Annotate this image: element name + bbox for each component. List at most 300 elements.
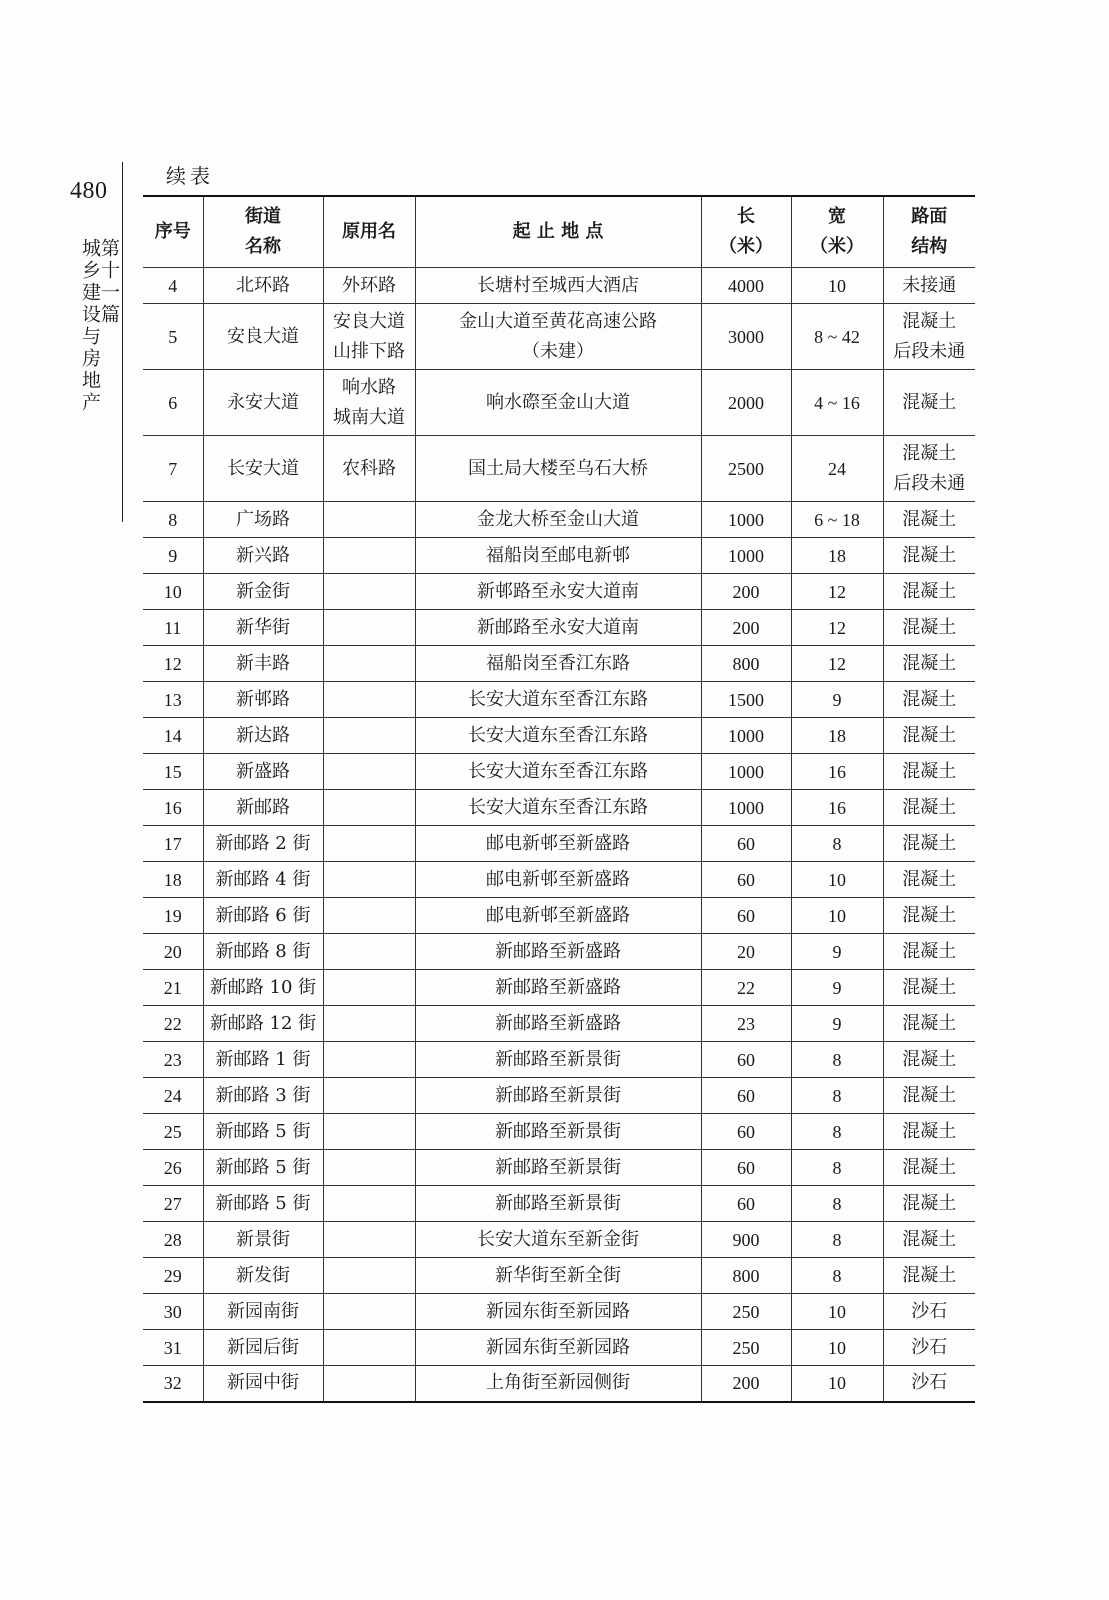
cell-width: 12 [791,610,883,646]
cell-length: 200 [701,610,791,646]
table-row [143,934,975,970]
cell-old-name-line: 安良大道 [333,310,405,332]
cell-surface-line: 混凝土 [902,976,957,998]
table-row [143,1042,975,1078]
header-text: 原用名 [342,221,396,242]
cell-old-name [323,502,415,538]
cell-no: 23 [143,1042,203,1078]
cell-width: 8 [791,1150,883,1186]
cell-old-name [323,1330,415,1366]
cell-range-line: 福船岗至香江东路 [486,652,630,674]
cell-width: 9 [791,682,883,718]
cell-range-line: 响水磜至金山大道 [486,391,630,413]
cell-old-name [323,1186,415,1222]
cell-width: 6 ~ 18 [791,502,883,538]
table-row [143,790,975,826]
cell-range-line: 新邮路至新景街 [495,1156,621,1178]
table-row [143,502,975,538]
cell-length: 1000 [701,754,791,790]
cell-length: 2500 [701,436,791,502]
cell-no: 21 [143,970,203,1006]
table-row [143,682,975,718]
cell-range [415,1258,701,1294]
cell-width: 8 [791,826,883,862]
header-text: 起 止 地 点 [512,221,604,242]
cell-range-line: 新邮路至新景街 [495,1084,621,1106]
cell-no: 7 [143,436,203,502]
cell-range-line: 长安大道东至香江东路 [468,796,648,818]
cell-old-name [323,1294,415,1330]
cell-range-line: 长安大道东至新金街 [477,1228,639,1250]
cell-old-name [323,934,415,970]
cell-range [415,574,701,610]
chapter-title: 城乡建设与房地产 [79,238,101,414]
cell-width: 8 [791,1258,883,1294]
cell-surface [883,862,975,898]
cell-surface-line: 混凝土 [902,1264,957,1286]
cell-surface [883,1006,975,1042]
header-length [701,196,791,268]
cell-street-name: 新邮路 10 街 [203,970,323,1006]
table-row [143,754,975,790]
header-range [415,196,701,268]
cell-range [415,682,701,718]
cell-street-name: 永安大道 [203,370,323,436]
cell-range [415,1330,701,1366]
cell-old-name [323,682,415,718]
table-row [143,538,975,574]
cell-street-name: 新邮路 12 街 [203,1006,323,1042]
cell-old-name [323,970,415,1006]
cell-range [415,1114,701,1150]
cell-width: 18 [791,538,883,574]
cell-no: 13 [143,682,203,718]
cell-street-name: 新丰路 [203,646,323,682]
cell-length: 22 [701,970,791,1006]
cell-surface [883,1150,975,1186]
cell-no: 12 [143,646,203,682]
cell-width: 10 [791,1294,883,1330]
cell-old-name [323,304,415,370]
cell-no: 17 [143,826,203,862]
cell-street-name: 新园中街 [203,1366,323,1402]
cell-range [415,970,701,1006]
header-text: 名称 [245,236,281,257]
cell-surface [883,1042,975,1078]
cell-no: 32 [143,1366,203,1402]
cell-no: 31 [143,1330,203,1366]
cell-surface-line: 混凝土 [902,868,957,890]
table-row [143,1114,975,1150]
cell-old-name [323,574,415,610]
cell-street-name: 新邮路 [203,790,323,826]
cell-surface-line: 混凝土 [902,1228,957,1250]
table-row [143,862,975,898]
cell-surface-line: 混凝土 [902,616,957,638]
cell-old-name [323,898,415,934]
page-number: 480 [70,178,108,204]
cell-surface-line: 未接通 [902,274,957,296]
table-row [143,1294,975,1330]
cell-width: 10 [791,1366,883,1402]
cell-old-name [323,538,415,574]
cell-street-name: 新邮路 1 街 [203,1042,323,1078]
cell-range-line: 国土局大楼至乌石大桥 [468,457,648,479]
cell-old-name [323,436,415,502]
street-table [143,195,975,1403]
cell-no: 28 [143,1222,203,1258]
cell-length: 1000 [701,790,791,826]
cell-range [415,790,701,826]
cell-old-name [323,718,415,754]
cell-range-line: 上角街至新园侧街 [486,1372,630,1394]
cell-street-name: 新邮路 2 街 [203,826,323,862]
table-row [143,1258,975,1294]
cell-no: 30 [143,1294,203,1330]
header-text: 路面 [911,206,948,227]
header-text: 序号 [154,221,191,242]
cell-street-name: 新邮路 6 街 [203,898,323,934]
cell-surface-line: 混凝土 [902,940,957,962]
cell-surface-line: 沙石 [911,1336,948,1358]
cell-length: 3000 [701,304,791,370]
cell-surface [883,826,975,862]
cell-surface [883,1258,975,1294]
cell-length: 200 [701,574,791,610]
header-text: （米） [810,236,864,257]
cell-range-line: 福船岗至邮电新邨 [486,544,630,566]
table-row [143,436,975,502]
header-width [791,196,883,268]
cell-length: 1000 [701,718,791,754]
cell-surface [883,502,975,538]
cell-surface-line: 混凝土 [902,1156,957,1178]
cell-street-name: 新兴路 [203,538,323,574]
cell-surface-line: 后段未通 [893,472,966,494]
cell-range-line: 邮电新邨至新盛路 [486,832,630,854]
cell-surface-line: 沙石 [911,1300,948,1322]
table-row [143,1330,975,1366]
header-text: 宽 [828,206,846,227]
cell-range [415,1366,701,1402]
cell-no: 15 [143,754,203,790]
cell-range-line: 新园东街至新园路 [486,1300,630,1322]
cell-length: 2000 [701,370,791,436]
cell-old-name [323,1366,415,1402]
cell-old-name [323,370,415,436]
cell-old-name-line: 农科路 [342,457,396,479]
cell-surface-line: 混凝土 [902,1120,957,1142]
header-no [143,196,203,268]
cell-surface-line: 混凝土 [902,442,957,464]
table-row [143,898,975,934]
cell-street-name: 新邮路 8 街 [203,934,323,970]
cell-surface-line: 混凝土 [902,544,957,566]
cell-range-line: 新邮路至新盛路 [495,940,621,962]
cell-surface [883,1366,975,1402]
cell-length: 60 [701,862,791,898]
cell-range-line: 长安大道东至香江东路 [468,760,648,782]
cell-street-name: 新华街 [203,610,323,646]
cell-range-line: 长塘村至城西大酒店 [477,274,639,296]
cell-old-name [323,1042,415,1078]
table-row [143,574,975,610]
table-row [143,304,975,370]
cell-surface [883,574,975,610]
header-text: 结构 [911,236,948,257]
cell-no: 20 [143,934,203,970]
cell-surface-line: 后段未通 [893,340,966,362]
chapter-label [80,238,118,414]
cell-range [415,538,701,574]
table-row [143,718,975,754]
cell-old-name [323,1006,415,1042]
cell-range [415,718,701,754]
cell-range [415,1150,701,1186]
cell-old-name-line: 城南大道 [333,406,405,428]
table-row [143,268,975,304]
cell-width: 8 [791,1114,883,1150]
margin-rule [122,162,123,522]
cell-no: 9 [143,538,203,574]
cell-range-line: 新邮路至新盛路 [495,1012,621,1034]
header-surface [883,196,975,268]
cell-old-name [323,1150,415,1186]
chapter-part: 第十一篇 [98,238,120,326]
cell-surface-line: 混凝土 [902,508,957,530]
table-row [143,826,975,862]
cell-surface-line: 混凝土 [902,760,957,782]
cell-surface [883,1114,975,1150]
cell-old-name [323,268,415,304]
cell-range-line: 邮电新邨至新盛路 [486,868,630,890]
cell-length: 900 [701,1222,791,1258]
cell-width: 16 [791,754,883,790]
cell-street-name: 新邮路 4 街 [203,862,323,898]
cell-surface-line: 混凝土 [902,904,957,926]
cell-width: 8 ~ 42 [791,304,883,370]
cell-length: 250 [701,1294,791,1330]
cell-surface-line: 混凝土 [902,1084,957,1106]
cell-no: 16 [143,790,203,826]
cell-width: 8 [791,1186,883,1222]
cell-surface [883,790,975,826]
cell-street-name: 新园南街 [203,1294,323,1330]
cell-range-line: 新邮路至新景街 [495,1192,621,1214]
cell-range [415,268,701,304]
table-row [143,1006,975,1042]
cell-width: 12 [791,646,883,682]
cell-street-name: 新邮路 3 街 [203,1078,323,1114]
cell-surface [883,934,975,970]
cell-old-name [323,1222,415,1258]
cell-no: 14 [143,718,203,754]
cell-range [415,370,701,436]
cell-range-line: 金龙大桥至金山大道 [477,508,639,530]
cell-old-name [323,862,415,898]
header-name [203,196,323,268]
cell-street-name: 新邮路 5 街 [203,1150,323,1186]
cell-width: 10 [791,1330,883,1366]
cell-range [415,304,701,370]
cell-length: 20 [701,934,791,970]
cell-surface-line: 混凝土 [902,1048,957,1070]
cell-surface [883,1186,975,1222]
table-row [143,970,975,1006]
cell-length: 60 [701,1042,791,1078]
cell-length: 23 [701,1006,791,1042]
cell-range-line: （未建） [522,340,594,362]
header-text: 街道 [245,206,281,227]
cell-width: 10 [791,268,883,304]
cell-range [415,1186,701,1222]
cell-no: 4 [143,268,203,304]
cell-range [415,610,701,646]
cell-surface [883,898,975,934]
cell-street-name: 广场路 [203,502,323,538]
cell-range [415,898,701,934]
cell-surface-line: 混凝土 [902,832,957,854]
cell-range-line: 新邨路至永安大道南 [477,580,639,602]
cell-range [415,436,701,502]
cell-surface-line: 混凝土 [902,580,957,602]
table-body [143,268,975,1402]
cell-old-name [323,1114,415,1150]
cell-length: 800 [701,646,791,682]
cell-range [415,754,701,790]
cell-no: 8 [143,502,203,538]
cell-no: 18 [143,862,203,898]
table-row [143,1186,975,1222]
cell-surface [883,646,975,682]
cell-range [415,646,701,682]
cell-street-name: 新达路 [203,718,323,754]
cell-street-name: 新盛路 [203,754,323,790]
cell-no: 22 [143,1006,203,1042]
cell-street-name: 新邮路 5 街 [203,1114,323,1150]
cell-old-name [323,754,415,790]
cell-street-name: 长安大道 [203,436,323,502]
cell-range-line: 新邮路至新盛路 [495,976,621,998]
cell-old-name [323,790,415,826]
cell-width: 8 [791,1222,883,1258]
cell-width: 9 [791,970,883,1006]
cell-no: 27 [143,1186,203,1222]
cell-length: 800 [701,1258,791,1294]
cell-surface [883,718,975,754]
table-row [143,1078,975,1114]
cell-surface-line: 混凝土 [902,688,957,710]
cell-surface [883,436,975,502]
cell-surface-line: 混凝土 [902,724,957,746]
cell-street-name: 新邮路 5 街 [203,1186,323,1222]
cell-length: 60 [701,826,791,862]
table-row [143,646,975,682]
cell-street-name: 安良大道 [203,304,323,370]
cell-length: 250 [701,1330,791,1366]
cell-street-name: 新金街 [203,574,323,610]
cell-length: 200 [701,1366,791,1402]
cell-width: 9 [791,934,883,970]
cell-range-line: 新华街至新全街 [495,1264,621,1286]
cell-length: 60 [701,1186,791,1222]
cell-range [415,502,701,538]
cell-old-name [323,1258,415,1294]
cell-surface-line: 混凝土 [902,1192,957,1214]
cell-old-name [323,826,415,862]
cell-street-name: 新景街 [203,1222,323,1258]
cell-length: 1000 [701,502,791,538]
cell-no: 11 [143,610,203,646]
cell-length: 1500 [701,682,791,718]
cell-surface [883,1222,975,1258]
cell-width: 18 [791,718,883,754]
cell-no: 19 [143,898,203,934]
table-row [143,1222,975,1258]
cell-surface [883,682,975,718]
cell-old-name [323,610,415,646]
cell-width: 16 [791,790,883,826]
cell-length: 1000 [701,538,791,574]
cell-surface-line: 混凝土 [902,796,957,818]
cell-no: 6 [143,370,203,436]
cell-range [415,862,701,898]
cell-surface-line: 混凝土 [902,1012,957,1034]
cell-surface [883,370,975,436]
cell-surface-line: 混凝土 [902,391,957,413]
cell-surface-line: 混凝土 [902,310,957,332]
cell-width: 10 [791,862,883,898]
cell-length: 60 [701,1114,791,1150]
cell-range [415,1006,701,1042]
cell-street-name: 新园后街 [203,1330,323,1366]
cell-surface [883,1294,975,1330]
table-header-row [143,196,975,268]
cell-width: 12 [791,574,883,610]
cell-old-name-line: 外环路 [342,274,396,296]
table-row [143,610,975,646]
cell-surface [883,970,975,1006]
cell-width: 8 [791,1078,883,1114]
cell-range-line: 长安大道东至香江东路 [468,724,648,746]
cell-range-line: 新邮路至永安大道南 [477,616,639,638]
cell-old-name [323,1078,415,1114]
cell-range [415,1222,701,1258]
cell-no: 24 [143,1078,203,1114]
cell-range-line: 新邮路至新景街 [495,1048,621,1070]
table-row [143,1150,975,1186]
cell-range [415,1294,701,1330]
cell-street-name: 北环路 [203,268,323,304]
table-row [143,1366,975,1402]
cell-width: 24 [791,436,883,502]
cell-range [415,826,701,862]
cell-no: 25 [143,1114,203,1150]
header-text: 长 [737,206,755,227]
cell-length: 60 [701,1078,791,1114]
cell-range-line: 长安大道东至香江东路 [468,688,648,710]
cell-width: 10 [791,898,883,934]
cell-street-name: 新发街 [203,1258,323,1294]
cell-width: 4 ~ 16 [791,370,883,436]
cell-length: 60 [701,898,791,934]
header-text: （米） [719,236,773,257]
cell-surface [883,268,975,304]
cell-width: 9 [791,1006,883,1042]
cell-street-name: 新邨路 [203,682,323,718]
cell-no: 26 [143,1150,203,1186]
cell-range-line: 邮电新邨至新盛路 [486,904,630,926]
